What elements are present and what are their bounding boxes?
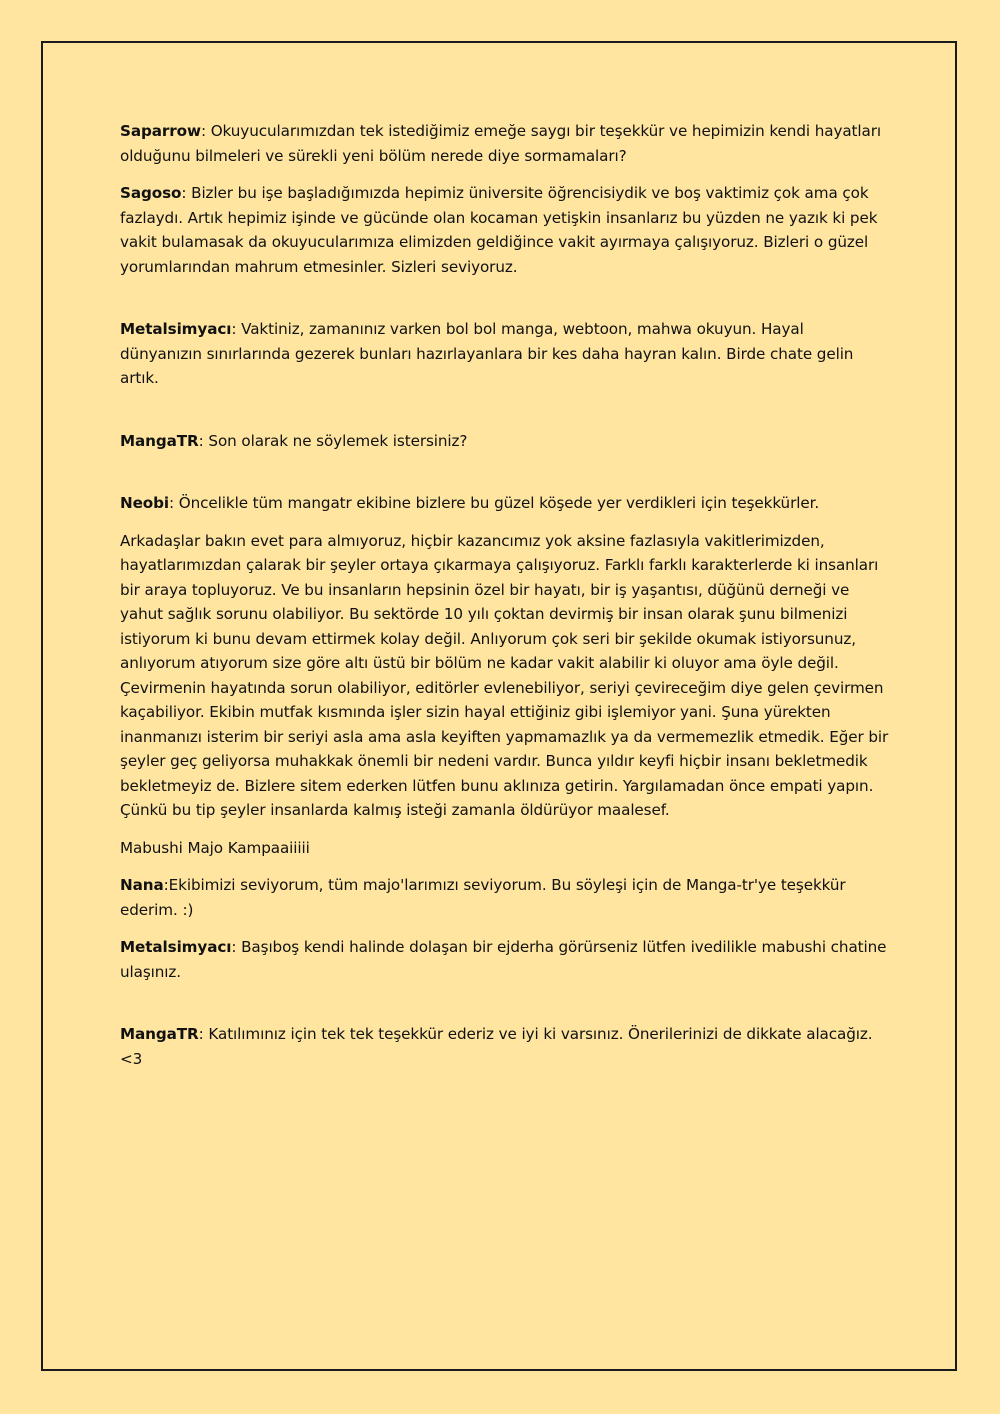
document-body (120, 119, 890, 1084)
speaker-name: Metalsimyacı (120, 320, 232, 338)
paragraph-text: : Başıboş kendi halinde dolaşan bir ejderha görürseniz lütfen ivedilikle mabushi chatine ulaşınız. (120, 938, 887, 981)
paragraph-text: : Bizler bu işe başladığımızda hepimiz üniversite öğrencisiydik ve boş vaktimiz çok ama çok fazlaydı. Artık hepimiz işinde ve gücünde olan kocaman yetişkin insanlarız bu yüzden ne yazık ki pek vakit bulamasak da okuyucularımıza elimizden geldiğince vakit ayırmaya çalışıyoruz. Bizleri o güzel yorumlarından mahrum etmesinler. Sizleri seviyoruz. (120, 184, 878, 276)
paragraph-text: : Öncelikle tüm mangatr ekibine bizlere bu güzel köşede yer verdikleri için teşekkürler. (169, 494, 820, 512)
paragraph-mangatr-question (120, 429, 890, 454)
paragraph-text: Mabushi Majo Kampaaiiiii (120, 838, 310, 857)
paragraph-text: :Ekibimizi seviyorum, tüm majo'larımızı seviyorum. Bu söyleşi için de Manga-tr'ye teşekkür ederim. :) (120, 876, 846, 919)
speaker-name: Metalsimyacı (120, 938, 232, 956)
speaker-name: Nana (120, 876, 164, 894)
speaker-name: Saparrow (120, 122, 201, 140)
paragraph-mangatr-closing (120, 1022, 890, 1071)
paragraph-metalsimyaci (120, 317, 890, 391)
paragraph-text: : Son olarak ne söylemek istersiniz? (198, 431, 468, 450)
paragraph-neobi (120, 491, 890, 516)
paragraph-text: : Okuyucularımızdan tek istediğimiz emeğe saygı bir teşekkür ve hepimizin kendi hayatları olduğunu bilmeleri ve sürekli yeni bölüm nerede diye sormamaları? (120, 122, 881, 165)
paragraph-saparrow (120, 119, 890, 168)
paragraph-text: : Vaktiniz, zamanınız varken bol bol manga, webtoon, mahwa okuyun. Hayal dünyanızın sınırlarında gezerek bunları hazırlayanlara bir kes daha hayran kalın. Birde chate gelin artık. (120, 320, 854, 387)
paragraph-neobi-continued (120, 529, 890, 823)
paragraph-text: : Katılımınız için tek tek teşekkür ederiz ve iyi ki varsınız. Önerilerinizi de dikkate alacağız. <3 (120, 1025, 873, 1068)
paragraph-metalsimyaci-2 (120, 935, 890, 984)
speaker-name: MangaTR (120, 1025, 199, 1043)
paragraph-sagoso (120, 181, 890, 279)
paragraph-text: Arkadaşlar bakın evet para almıyoruz, hiçbir kazancımız yok aksine fazlasıyla vakitlerimizden, hayatlarımızdan çalarak bir şeyler ortaya çıkarmaya çalışıyoruz. Farklı farklı karakterlerde ki insanları bir araya topluyoruz. Ve bu insanların hepsinin özel bir hayatı, bir iş yaşantısı, düğünü derneği ve yahut sağlık sorunu olabiliyor. Bu sektörde 10 yılı çoktan devirmiş bir insan olarak şunu bilmenizi istiyorum ki bunu devam ettirmek kolay değil. Anlıyorum çok seri bir şekilde okumak istiyorsunuz, anlıyorum atıyorum size göre altı üstü bir bölüm ne kadar vakit alabilir ki oluyor ama öyle değil. Çevirmenin hayatında sorun olabiliyor, editörler evlenebiliyor, seriyi çevireceğim diye gelen çevirmen kaçabiliyor. Ekibin mutfak kısmında işler sizin hayal ettiğiniz gibi işlemiyor yani. Şuna yürekten inanmanızı isterim bir seriyi asla ama asla keyiften yapmamazlık ya da vermemezlik etmedik. Eğer bir şeyler geç geliyorsa muhakkak önemli bir nedeni vardır. Bunca yıldır keyfi hiçbir insanı bekletmedik bekletmeyiz de. Bizlere sitem ederken lütfen bunu aklınıza getirin. Yargılamadan önce empati yapın. Çünkü bu tip şeyler insanlarda kalmış isteği zamanla öldürüyor maalesef. (120, 531, 889, 819)
speaker-name: Neobi (120, 494, 170, 512)
paragraph-mabushi-cheer (120, 836, 890, 861)
paragraph-nana (120, 873, 890, 922)
speaker-name: Sagoso (120, 184, 182, 202)
speaker-name: MangaTR (120, 431, 199, 450)
